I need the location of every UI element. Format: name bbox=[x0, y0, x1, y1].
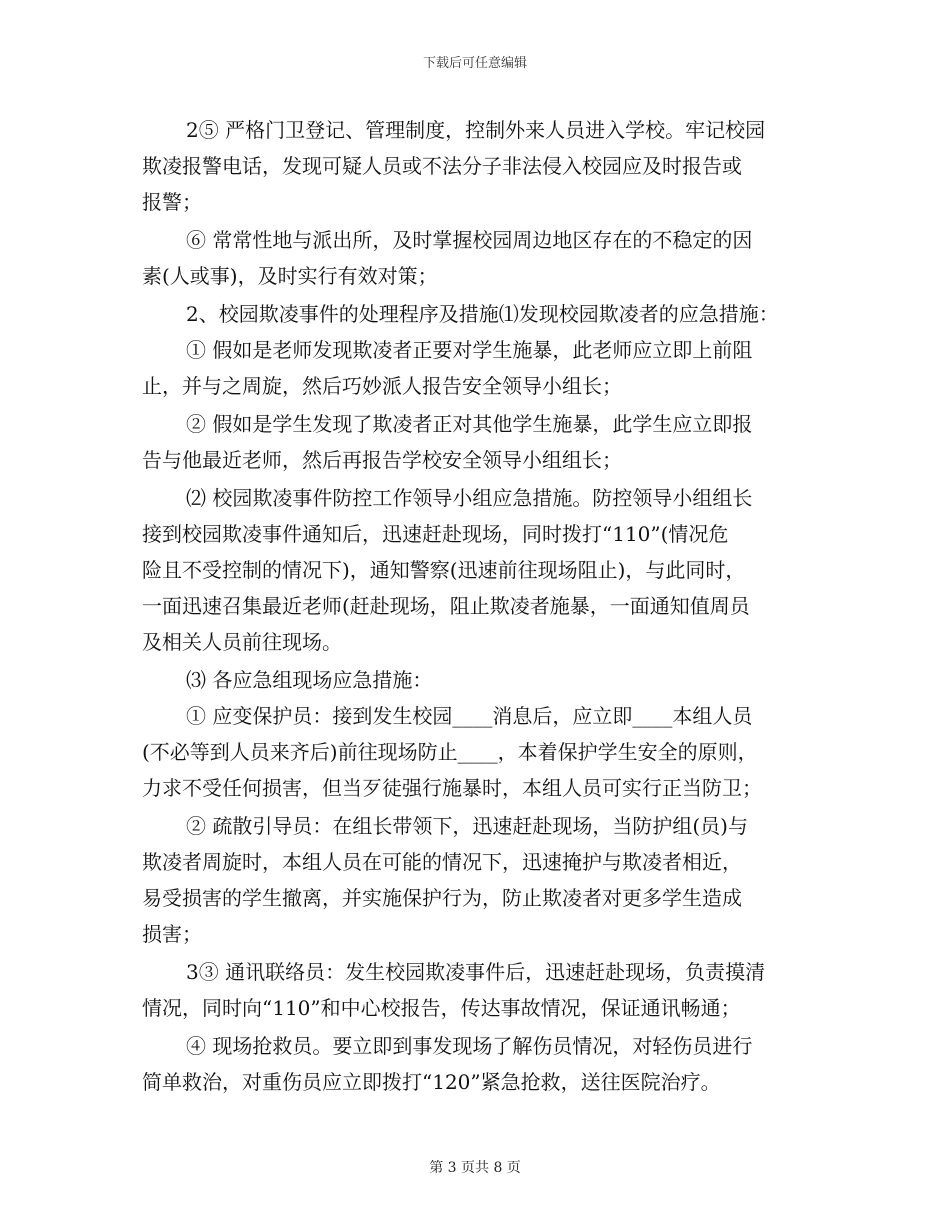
paragraph-line: 接到校园欺凌事件通知后，迅速赶赴现场，同时拨打“110”(情况危 bbox=[142, 522, 729, 546]
paragraph-line: 力求不受任何损害，但当歹徒强行施暴时，本组人员可实行正当防卫； bbox=[142, 776, 762, 800]
page-header: 下载后可任意编辑 bbox=[422, 56, 527, 71]
paragraph-line: 2⑤ 严格门卫登记、管理制度，控制外来人员进入学校。牢记校园 bbox=[186, 118, 766, 142]
paragraph-line: 一面迅速召集最近老师(赶赴现场，阻止欺凌者施暴，一面通知值周员 bbox=[142, 594, 750, 618]
paragraph-line: 欺凌者周旋时，本组人员在可能的情况下，迅速掩护与欺凌者相近， bbox=[142, 850, 742, 874]
paragraph-line: 素(人或事)，及时实行有效对策； bbox=[142, 264, 438, 288]
paragraph-line: 及相关人员前往现场。 bbox=[142, 630, 342, 654]
paragraph-line: 损害； bbox=[142, 922, 202, 946]
paragraph-line: ⑶ 各应急组现场应急措施： bbox=[186, 668, 433, 692]
paragraph-line: ⑥ 常常性地与派出所，及时掌握校园周边地区存在的不稳定的因 bbox=[186, 228, 753, 252]
paragraph-line: 报警； bbox=[142, 190, 202, 214]
paragraph-line: 情况，同时向“110”和中心校报告，传达事故情况，保证通讯畅通； bbox=[142, 996, 741, 1020]
paragraph-line: 易受损害的学生撤离，并实施保护行为，防止欺凌者对更多学生造成 bbox=[142, 886, 742, 910]
paragraph-line: 欺凌报警电话，发现可疑人员或不法分子非法侵入校园应及时报告或 bbox=[142, 154, 742, 178]
paragraph-line: ② 疏散引导员：在组长带领下，迅速赶赴现场，当防护组(员)与 bbox=[186, 814, 748, 838]
paragraph-line: ② 假如是学生发现了欺凌者正对其他学生施暴，此学生应立即报 bbox=[186, 412, 753, 436]
paragraph-line: 3③ 通讯联络员：发生校园欺凌事件后，迅速赶赴现场，负责摸清 bbox=[186, 960, 766, 984]
paragraph-line: ① 应变保护员：接到发生校园____消息后，应立即____本组人员 bbox=[186, 704, 753, 728]
paragraph-line: ① 假如是老师发现欺凌者正要对学生施暴，此老师应立即上前阻 bbox=[186, 338, 753, 362]
paragraph-line: ⑵ 校园欺凌事件防控工作领导小组应急措施。防控领导小组组长 bbox=[186, 486, 753, 510]
paragraph-line: 止，并与之周旋，然后巧妙派人报告安全领导小组长； bbox=[142, 374, 622, 398]
paragraph-line: 2、校园欺凌事件的处理程序及措施⑴发现校园欺凌者的应急措施： bbox=[186, 302, 779, 326]
paragraph-line: 简单救治，对重伤员应立即拨打“120”紧急抢救，送往医院治疗。 bbox=[142, 1070, 721, 1094]
document-body bbox=[142, 112, 814, 1100]
paragraph-line: ④ 现场抢救员。要立即到事发现场了解伤员情况，对轻伤员进行 bbox=[186, 1034, 753, 1058]
paragraph-line: 险且不受控制的情况下)，通知警察(迅速前往现场阻止)，与此同时， bbox=[142, 558, 746, 582]
page-footer: 第 3 页共 8 页 bbox=[429, 1160, 521, 1176]
paragraph-line: 告与他最近老师，然后再报告学校安全领导小组组长； bbox=[142, 448, 622, 472]
paragraph-line: (不必等到人员来齐后)前往现场防止____，本着保护学生安全的原则， bbox=[142, 740, 758, 764]
